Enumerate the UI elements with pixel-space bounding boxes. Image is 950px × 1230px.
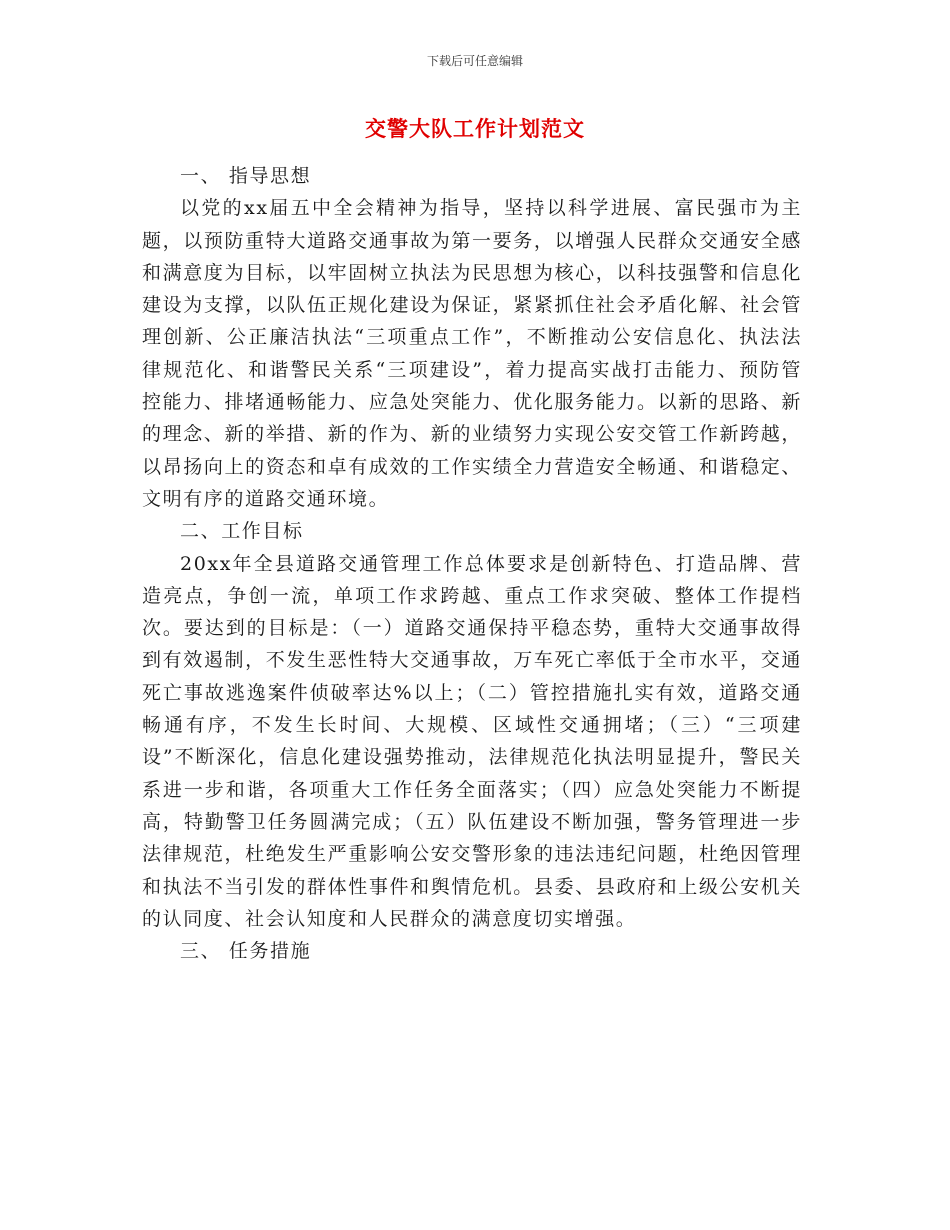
section-heading-work-goals: 二、工作目标 <box>180 520 304 543</box>
document-body <box>142 160 802 967</box>
section-heading-task-measures: 三、 任务措施 <box>180 940 312 963</box>
paragraph-guiding-ideology: 以党的xx届五中全会精神为指导，坚持以科学进展、富民强市为主题，以预防重特大道路交通事故为第一要务，以增强人民群众交通安全感和满意度为目标，以牢固树立执法为民思想为核心，以科技强警和信息化建设为支撑，以队伍正规化建设为保证，紧紧抓住社会矛盾化解、社会管理创新、公正廉洁执法“三项重点工作”，不断推动公安信息化、执法法律规范化、和谐警民关系“三项建设”，着力提高实战打击能力、预防管控能力、排堵通畅能力、应急处突能力、优化服务能力。以新的思路、新的理念、新的举措、新的作为、新的业绩努力实现公安交管工作新跨越，以昂扬向上的资态和卓有成效的工作实绩全力营造安全畅通、和谐稳定、文明有序的道路交通环境。 <box>142 197 802 510</box>
section-heading-guiding-ideology: 一、 指导思想 <box>180 165 312 187</box>
header-note: 下载后可任意编辑 <box>426 54 523 68</box>
document-title: 交警大队工作计划范文 <box>365 116 585 141</box>
paragraph-work-goals: 20xx年全县道路交通管理工作总体要求是创新特色、打造品牌、营造亮点，争创一流，单项工作求跨越、重点工作求突破、整体工作提档次。要达到的目标是：（一）道路交通保持平稳态势，重特大交通事故得到有效遏制，不发生恶性特大交通事故，万车死亡率低于全市水平，交通死亡事故逃逸案件侦破率达%以上；（二）管控措施扎实有效，道路交通畅通有序，不发生长时间、大规模、区域性交通拥堵；（三）“三项建设”不断深化，信息化建设强势推动，法律规范化执法明显提升，警民关系进一步和谐，各项重大工作任务全面落实；（四）应急处突能力不断提高，特勤警卫任务圆满完成；（五）队伍建设不断加强，警务管理进一步法律规范，杜绝发生严重影响公安交警形象的违法违纪问题，杜绝因管理和执法不当引发的群体性事件和舆情危机。县委、县政府和上级公安机关的认同度、社会认知度和人民群众的满意度切实增强。 <box>142 552 802 930</box>
